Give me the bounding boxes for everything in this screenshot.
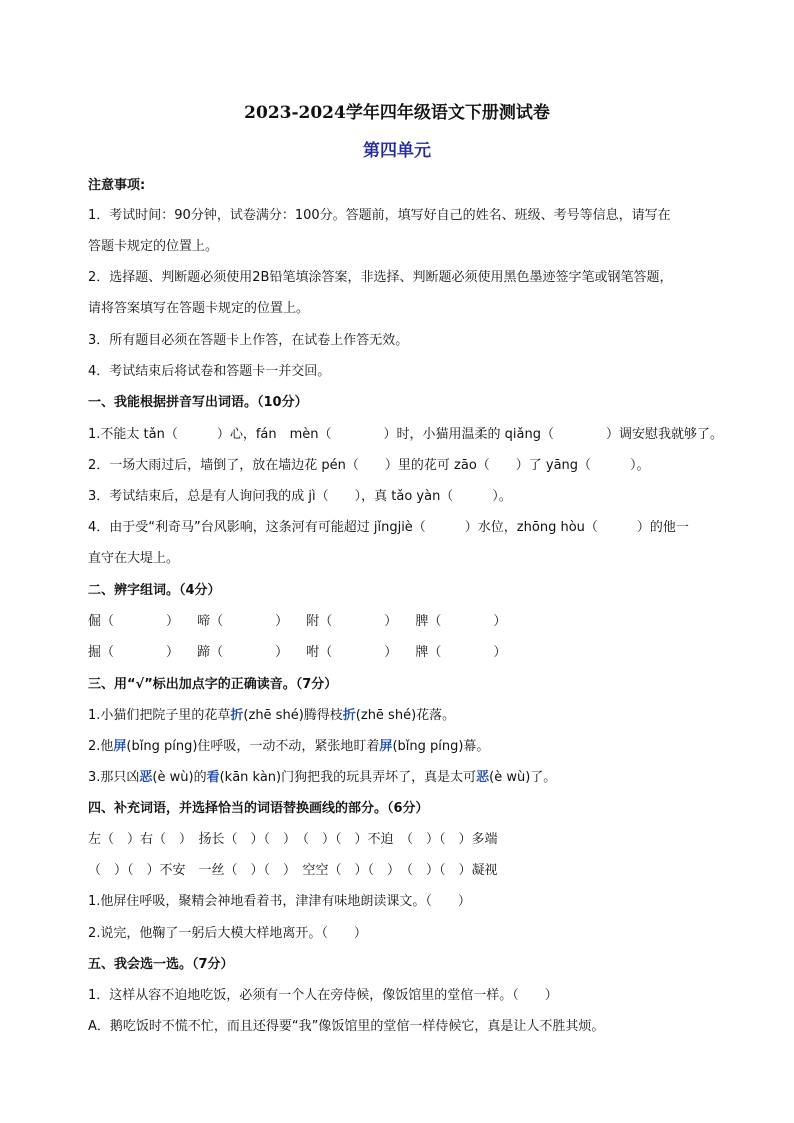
text-fragment: (è wù)的 [152,770,207,785]
option-line: A．鹅吃饭时不慌不忙，而且还得要“我”像饭馆里的堂倌一样侍候它，真是让人不胜其烦。 [88,1019,605,1034]
dotted-char: 恶 [139,770,153,785]
word-item: 掘（ ） [88,645,180,660]
section-heading: 四、补充词语，并选择恰当的词语替换画线的部分。（6分） [88,801,429,816]
notice-item: 4．考试结束后将试卷和答题卡一并交回。 [88,364,331,379]
question-line: 直守在大堤上。 [88,551,180,566]
question-line [88,768,556,788]
word-item: 附（ ） [306,614,398,629]
question-line: 1.不能太 tǎn（ ）心，fán mèn（ ）时，小猫用温柔的 qiǎng（ ）调安慰我就够了。 [88,427,723,442]
section-heading: 一、我能根据拼音写出词语。（10分） [88,395,308,410]
notice-item: 1．考试时间：90分钟，试卷满分：100分。答题前，填写好自己的姓名、班级、考号等信息，请写在 [88,208,671,223]
notice-item: 3．所有题目必须在答题卡上作答，在试卷上作答无效。 [88,333,409,348]
text-fragment: 2.他 [88,739,114,754]
question-line: 2.说完，他鞠了一躬后大模大样地离开。（ ） [88,926,367,941]
section-heading: 五、我会选一选。（7分） [88,957,234,972]
word-row [88,612,520,632]
text-fragment: (bǐng píng)幕。 [392,739,490,754]
text-fragment: 3.那只凶 [88,770,140,785]
notice-item: 2．选择题、判断题必须使用2B铅笔填涂答案，非选择、判断题必须使用黑色墨迹签字笔或钢笔答题， [88,270,673,285]
question-line [88,706,455,726]
section-heading: 二、辨字组词。（4分） [88,583,221,598]
section-heading: 三、用“√”标出加点字的正确读音。（7分） [88,677,338,692]
word-item: 牌（ ） [415,645,507,660]
dotted-char: 恶 [476,770,490,785]
text-fragment: (è wù)了。 [489,770,557,785]
question-line: （ ）（ ）不安 一丝（ ）（ ） 空空（ ）（ ） （ ）（ ）凝视 [88,863,498,878]
word-item: 蹄（ ） [197,645,289,660]
question-line [88,737,489,757]
question-line: 1.他屏住呼吸，聚精会神地看着书，津津有味地朗读课文。（ ） [88,894,471,909]
question-line: 3．考试结束后，总是有人询问我的成 jì（ ），真 tǎo yàn（ ）。 [88,489,512,504]
dotted-char: 屏 [379,739,393,754]
unit-subtitle: 第四单元 [363,141,431,161]
notice-item: 请将答案填写在答题卡规定的位置上。 [88,301,310,316]
text-fragment: (bǐng píng)住呼吸，一动不动，紧张地盯着 [126,739,380,754]
notice-heading: 注意事项: [88,178,146,193]
text-fragment: (zhē shé)花落。 [355,708,456,723]
question-line: 2．一场大雨过后，墙倒了，放在墙边花 pén（ ）里的花可 zāo（ ）了 yāng（ ）。 [88,458,650,473]
dotted-char: 屏 [113,739,127,754]
dotted-char: 折 [230,708,244,723]
question-line: 1．这样从容不迫地吃饭，必须有一个人在旁侍候，像饭馆里的堂倌一样。（ ） [88,988,558,1003]
dotted-char: 看 [206,770,220,785]
word-item: 倔（ ） [88,614,180,629]
question-line: 左（ ）右（ ） 扬长（ ）（ ） （ ）（ ）不迫 （ ）（ ）多端 [88,832,498,847]
question-line: 4．由于受“利奇马”台风影响，这条河有可能超过 jǐngjiè（ ）水位，zhōng hòu（ ）的他一 [88,520,689,535]
word-row [88,643,520,663]
word-item: 啼（ ） [197,614,289,629]
text-fragment: (kān kàn)门狗把我的玩具弄坏了，真是太可 [219,770,477,785]
word-item: 脾（ ） [415,614,507,629]
page-title: 2023-2024学年四年级语文下册测试卷 [244,103,550,123]
dotted-char: 折 [342,708,356,723]
text-fragment: 1.小猫们把院子里的花草 [88,708,231,723]
word-item: 咐（ ） [306,645,398,660]
text-fragment: (zhē shé)腾得枝 [243,708,343,723]
notice-item: 答题卡规定的位置上。 [88,239,219,254]
